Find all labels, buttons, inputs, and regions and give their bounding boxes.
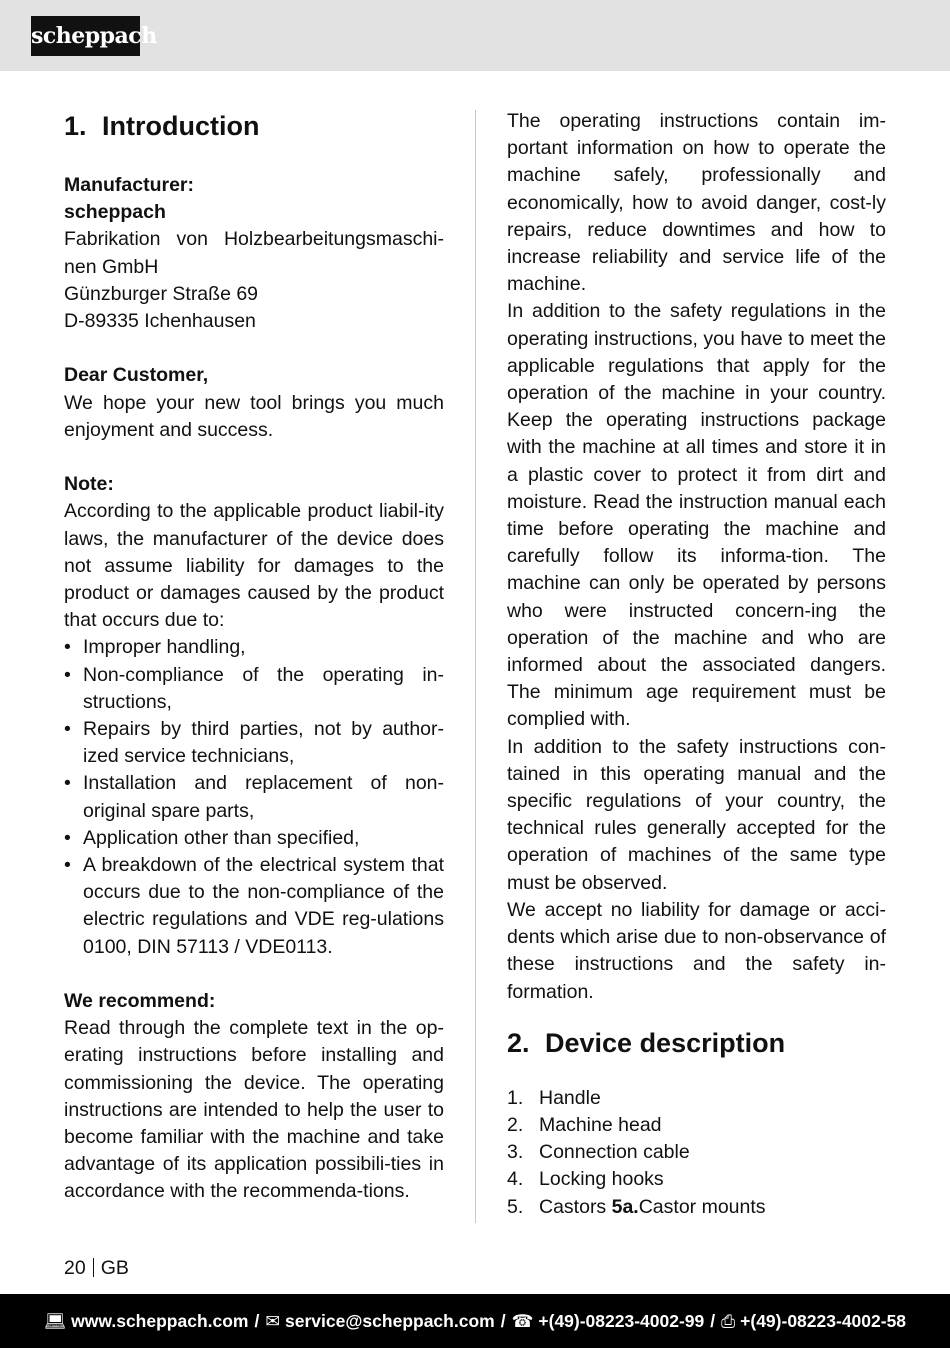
part-number: 1. (507, 1086, 524, 1109)
part-name: Locking hooks (539, 1168, 664, 1191)
scheppach-logo: scheppach (31, 16, 140, 56)
part-name: Castor mounts (638, 1195, 766, 1218)
address-line: Günzburger Straße 69 (64, 282, 259, 305)
list-item: • A breakdown of the electrical system that occurs due to the non-compliance of the electric regulations and VDE reg-ulations 0100, DIN 57113 / VDE0113. (64, 852, 444, 961)
header-band (0, 0, 950, 71)
paragraph: In addition to the safety instructions con-tained in this operating manual and the specific regulations of your country, the technical rules generally accepted for the operation of machines of the same type must be observed. (507, 735, 886, 894)
list-item (507, 1112, 886, 1139)
part-number: 4. (507, 1168, 524, 1191)
section-number: 2. (507, 1027, 530, 1058)
note-label: Note: (64, 473, 114, 496)
dear-customer-text: We hope your new tool brings you much enjoyment and success. (64, 391, 444, 441)
company-name: scheppach (64, 201, 166, 224)
manufacturer-label: Manufacturer: (64, 174, 195, 196)
part-name: Handle (539, 1086, 601, 1109)
note-text: According to the applicable product liabil-ity laws, the manufacturer of the device does not assume liability for damages to the product or damages caused by the product that occurs due to: (64, 500, 444, 632)
part-number: 2. (507, 1113, 524, 1136)
section-heading-device-description (507, 1026, 886, 1060)
section-number: 1. (64, 111, 87, 141)
paragraph: The operating instructions contain im-portant information on how to operate the machine safely, professionally and economically, how to avoid danger, cost-ly repairs, reduce downtimes and how to increase reliability and service life of the machine. (507, 110, 886, 296)
part-name: Castors (539, 1195, 612, 1218)
list-item (507, 1085, 886, 1112)
fax-number: +(49)-08223-4002-58 (740, 1310, 907, 1331)
part-name: Connection cable (539, 1141, 690, 1164)
footer-separator: / (254, 1310, 260, 1331)
paragraph: We accept no liability for damage or acci-dents which arise due to non-observance of these instructions and the safety in-formation. (507, 898, 886, 1003)
list-item (507, 1194, 886, 1221)
page-language: GB (100, 1257, 129, 1279)
part-name: Machine head (539, 1113, 662, 1136)
recommend-text: Read through the complete text in the op-erating instructions before installing and commissioning the device. The operating instructions are intended to help the user to become familiar with the machine and take advantage of its application possibili-ties in accordance with the recommenda-tions. (64, 1017, 444, 1203)
list-item: • Application other than specified, (64, 825, 444, 852)
section-title: Introduction (102, 111, 260, 141)
paragraph: In addition to the safety regulations in the operating instructions, you have to meet the applicable regulations that apply for the operation of the machine in your country. Keep the operating instructions package with the machine at all times and store it in a plastic cover to protect it from dirt and moisture. Read the instruction manual each time before operating the machine and carefully follow its informa-tion. The machine can only be operated by persons who were instructed concern-ing the operation of the machine and who are informed about the associated dangers. The minimum age requirement must be complied with. (507, 300, 886, 731)
dear-customer-label: Dear Customer, (64, 364, 209, 387)
left-column (64, 108, 444, 1206)
part-number: 3. (507, 1141, 524, 1164)
footer-separator: / (710, 1310, 716, 1331)
list-item: • Non-compliance of the operating in-structions, (64, 662, 444, 716)
email-link[interactable]: service@scheppach.com (285, 1310, 495, 1331)
parts-list (507, 1085, 886, 1221)
part-number: 5. (507, 1195, 524, 1218)
recommend-label: We recommend: (64, 990, 216, 1013)
list-item: • Repairs by third parties, not by author-ized service technicians, (64, 716, 444, 770)
list-item (507, 1166, 886, 1193)
phone-number: +(49)-08223-4002-99 (538, 1310, 705, 1331)
address-line: Fabrikation von Holzbearbeitungsmaschi-nen GmbH (64, 228, 444, 278)
fax-icon: ⎙︎ (721, 1310, 736, 1331)
page-number-value: 20 (64, 1257, 86, 1279)
right-column (507, 108, 886, 1221)
computer-icon: 💻︎ (43, 1310, 67, 1331)
page-number (64, 1256, 129, 1280)
list-item: • Improper handling, (64, 634, 444, 661)
contact-footer (0, 1294, 950, 1348)
page-number-divider (93, 1258, 94, 1277)
column-divider (475, 110, 476, 1223)
list-item (507, 1139, 886, 1166)
part-sub-number: 5a. (611, 1195, 639, 1218)
email-icon: ✉︎ (265, 1310, 281, 1331)
liability-list (64, 634, 444, 960)
footer-separator: / (500, 1310, 506, 1331)
list-item: • Installation and replacement of non-original spare parts, (64, 770, 444, 824)
section-heading-introduction (64, 109, 444, 143)
phone-icon: ☎︎ (511, 1310, 534, 1331)
section-title: Device description (545, 1027, 786, 1058)
website-link[interactable]: www.scheppach.com (71, 1310, 249, 1331)
address-line: D-89335 Ichenhausen (64, 310, 256, 333)
